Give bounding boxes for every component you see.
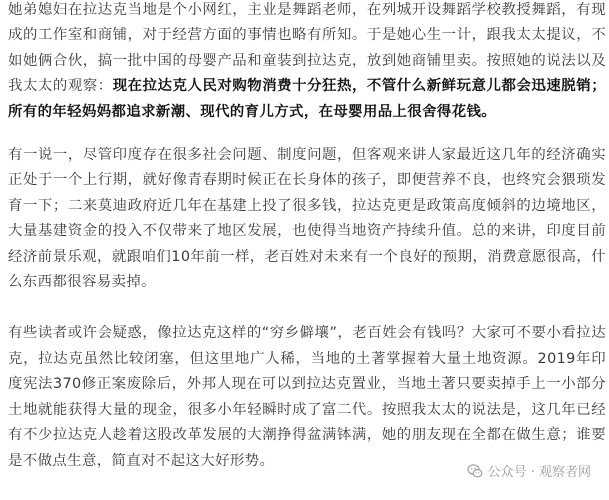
paragraph-1 <box>8 0 606 125</box>
watermark-text: 公众号 · 观察者网 <box>487 465 591 480</box>
paragraph-3: 有些读者或许会疑惑，像拉达克这样的“穷乡僻壤”，老百姓会有钱吗？大家可不要小看拉达克，拉达克虽然比较闭塞，但这里地广人稀，当地的土著掌握着大量土地资源。2019年印度宪法370修正案废除后，外邦人现在可以到拉达克置业，当地土著只要卖掉手上一小部分土地就能获得大量的现金，很多小年轻瞬时成了富二代。按照我太太的说法是，这几年已经有不少拉达克人趁着这股改革发展的大潮挣得盆满钵满，她的朋友现在全都在做生意；谁要是不做点生意，简直对不起这大好形势。 <box>8 325 606 469</box>
paragraph-1-text: 她弟媳妇在拉达克当地是个小网红，主业是舞蹈老师，在列城开设舞蹈学校教授舞蹈，有现成的工作室和商铺，对于经营方面的事情也略有所知。于是她心生一计，跟我太太提议，不如她俩合伙，搞一批中国的母婴产品和童装到拉达克，放到她商铺里卖。按照她的说法以及我太太的观察： <box>8 2 606 95</box>
paragraph-1-bold-text: 现在拉达克人民对购物消费十分狂热，不管什么新鲜玩意儿都会迅速脱销；所有的年轻妈妈都追求新潮、现代的育儿方式，在母婴用品上很舍得花钱。 <box>8 78 606 120</box>
wechat-icon <box>467 463 483 479</box>
paragraph-2: 有一说一，尽管印度存在很多社会问题、制度问题，但客观来讲人家最近这几年的经济确实正处于一个上行期，就好像青春期时候正在长身体的孩子，即便营养不良，也终究会猥琐发育一下；二来莫迪政府近几年在基建上投了很多钱，拉达克更是政策高度倾斜的边境地区，大量基建资金的投入不仅带来了地区发展，也使得当地资产持续升值。总的来讲，印度目前经济前景乐观，就跟咱们10年前一样，老百姓对未来有一个良好的预期，消费意愿很高，什么东西都很容易卖掉。 <box>8 147 606 291</box>
article-body <box>8 0 606 474</box>
watermark <box>463 459 595 482</box>
